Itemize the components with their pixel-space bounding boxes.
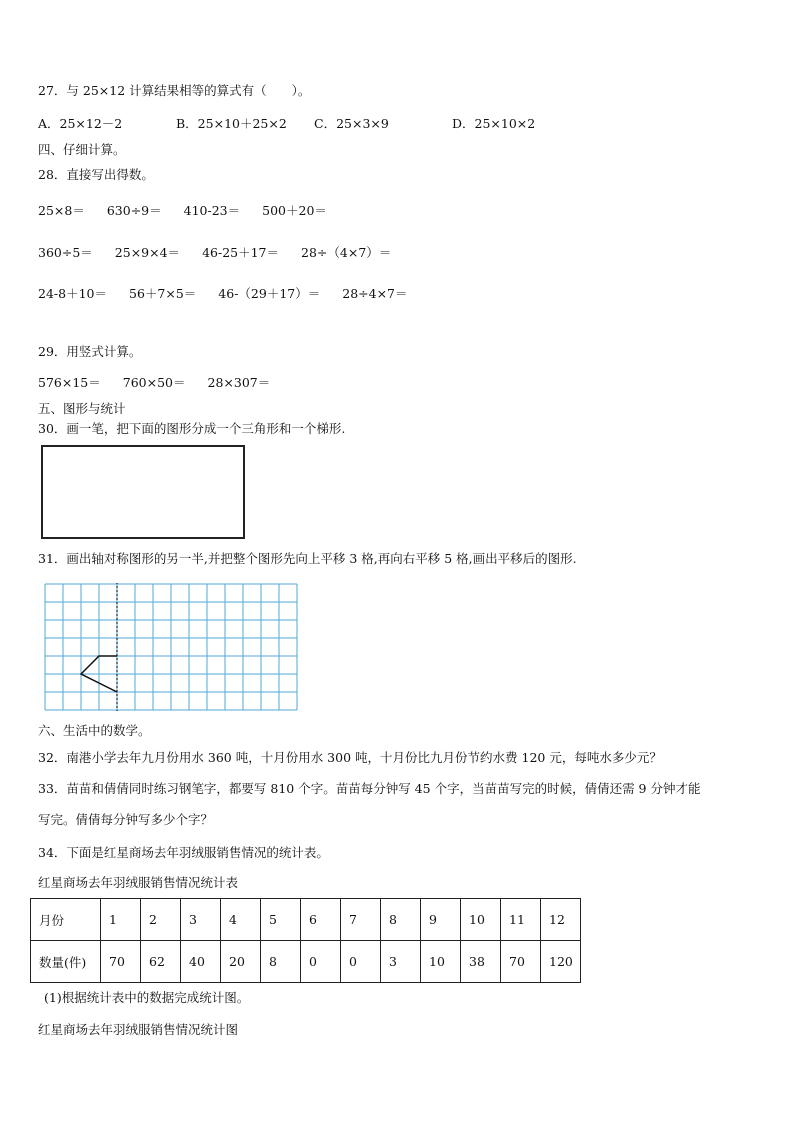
section-4-heading: 四、仔细计算。: [38, 142, 126, 157]
q33-line-1: 33．苗苗和倩倩同时练习钢笔字，都要写 810 个字。苗苗每分钟写 45 个字，当苗苗写完的时候，倩倩还需 9 分钟才能: [38, 781, 701, 796]
table-header-cell: 月份: [31, 899, 101, 941]
table-row: [31, 941, 581, 983]
q34-chart-title: 红星商场去年羽绒服销售情况统计图: [38, 1022, 239, 1037]
quantity-cell: 20: [221, 941, 261, 983]
q28-row-2: [38, 245, 413, 261]
q34-table-title: 红星商场去年羽绒服销售情况统计表: [38, 875, 239, 890]
month-cell: 5: [261, 899, 301, 941]
table-row: [31, 899, 581, 941]
section-5-heading: 五、图形与统计: [38, 401, 126, 416]
q34-stem: 34．下面是红星商场去年羽绒服销售情况的统计表。: [38, 845, 329, 860]
q29-item: 28×307＝: [207, 375, 271, 390]
q28-item: 28÷（4×7）＝: [301, 245, 392, 260]
month-cell: 4: [221, 899, 261, 941]
month-cell: 2: [141, 899, 181, 941]
month-cell: 8: [381, 899, 421, 941]
q28-item: 46-25＋17＝: [202, 245, 280, 260]
q34-subquestion-1: (1)根据统计表中的数据完成统计图。: [44, 990, 250, 1005]
q29-stem: 29．用竖式计算。: [38, 344, 142, 359]
month-cell: 11: [501, 899, 541, 941]
q28-item: 25×8＝: [38, 203, 85, 218]
quantity-cell: 0: [301, 941, 341, 983]
q28-item: 46-（29＋17）＝: [218, 286, 321, 301]
q27-stem: 27．与 25×12 计算结果相等的算式有（ ）。: [38, 83, 311, 98]
quantity-cell: 3: [381, 941, 421, 983]
q28-item: 56＋7×5＝: [129, 286, 197, 301]
quantity-cell: 40: [181, 941, 221, 983]
month-cell: 12: [541, 899, 581, 941]
q27-option-c[interactable]: C．25×3×9: [314, 116, 389, 131]
quantity-cell: 70: [501, 941, 541, 983]
q32-stem: 32．南港小学去年九月份用水 360 吨，十月份用水 300 吨，十月份比九月份节约水费 120 元，每吨水多少元？: [38, 750, 662, 765]
q28-row-3: [38, 286, 430, 302]
q28-item: 25×9×4＝: [114, 245, 181, 260]
month-cell: 6: [301, 899, 341, 941]
q28-stem: 28．直接写出得数。: [38, 167, 154, 182]
q28-item: 28÷4×7＝: [342, 286, 408, 301]
q28-item: 500＋20＝: [262, 203, 327, 218]
q29-item: 576×15＝: [38, 375, 101, 390]
q28-item: 24-8＋10＝: [38, 286, 107, 301]
q27-option-d[interactable]: D．25×10×2: [452, 116, 536, 131]
q27-option-b[interactable]: B．25×10＋25×2: [176, 116, 287, 131]
quantity-cell: 70: [101, 941, 141, 983]
section-6-heading: 六、生活中的数学。: [38, 723, 151, 738]
q29-items: [38, 375, 292, 391]
quantity-cell: 0: [341, 941, 381, 983]
q28-item: 630÷9＝: [106, 203, 162, 218]
q31-stem: 31．画出轴对称图形的另一半,并把整个图形先向上平移 3 格,再向右平移 5 格,画出平移后的图形.: [38, 551, 577, 566]
q31-grid-figure[interactable]: [44, 583, 300, 711]
q28-row-1: [38, 203, 349, 219]
q28-item: 410-23＝: [183, 203, 241, 218]
quantity-cell: 8: [261, 941, 301, 983]
table-header-cell: 数量(件): [31, 941, 101, 983]
q30-rectangle-figure[interactable]: [41, 445, 245, 539]
month-cell: 10: [461, 899, 501, 941]
month-cell: 3: [181, 899, 221, 941]
q29-item: 760×50＝: [122, 375, 186, 390]
sales-stats-table: [30, 898, 581, 983]
quantity-cell: 120: [541, 941, 581, 983]
q30-stem: 30．画一笔，把下面的图形分成一个三角形和一个梯形.: [38, 421, 346, 436]
month-cell: 1: [101, 899, 141, 941]
quantity-cell: 10: [421, 941, 461, 983]
q28-item: 360÷5＝: [38, 245, 93, 260]
q27-option-a[interactable]: A．25×12－2: [38, 116, 123, 131]
q33-line-2: 写完。倩倩每分钟写多少个字？: [38, 812, 214, 827]
quantity-cell: 62: [141, 941, 181, 983]
month-cell: 7: [341, 899, 381, 941]
month-cell: 9: [421, 899, 461, 941]
quantity-cell: 38: [461, 941, 501, 983]
